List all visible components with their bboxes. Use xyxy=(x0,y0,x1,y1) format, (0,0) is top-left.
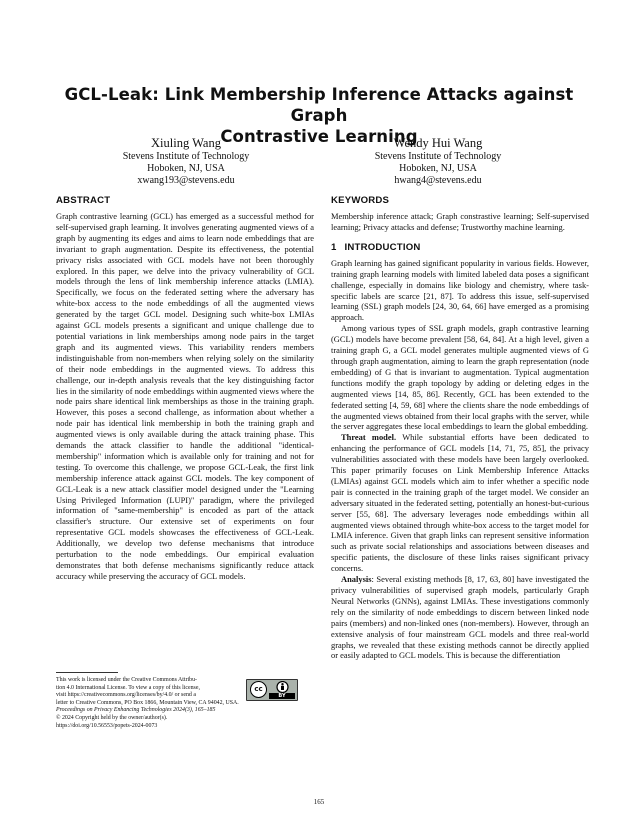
title-line-1: GCL-Leak: Link Membership Inference Attacks against Graph xyxy=(64,85,574,125)
license-footnote xyxy=(56,677,314,730)
footnote-copyright: © 2024 Copyright held by the owner/author(s). xyxy=(56,714,168,721)
author-email[interactable]: hwang4@stevens.edu xyxy=(394,175,482,186)
threat-model-text: While substantial efforts have been dedicated to enhancing the performance of GCL models [14, 71, 75, 85], the privacy vulnerabilities associated with these models have been largely overlooked. This paper primarily focuses on Link Membership Inference Attacks (LMIAs) against GCL models which aim to infer whether a specific node pair is connected in the training graph of the target model. We consider an adversary situated in the federated setting, potentially an honest-but-curious server [55, 68]. The adversary leverages node embeddings within all augmented views obtained through white-box access to the target model for LMIA inference. Given that graph links can represent sensitive information such as private social relationships and associations between diseases and specific patients, the disclosure of these links raises significant privacy concerns. xyxy=(331,432,589,574)
footnote-line: tion 4.0 International License. To view a copy of this license, xyxy=(56,684,200,691)
cc-icon: cc xyxy=(250,681,267,698)
author-block-2 xyxy=(338,136,538,187)
author-affiliation: Stevens Institute of Technology xyxy=(374,151,502,162)
author-email[interactable]: xwang193@stevens.edu xyxy=(137,175,235,186)
author-affiliation: Stevens Institute of Technology xyxy=(122,151,250,162)
right-column xyxy=(331,195,589,661)
footnote-doi[interactable]: https://doi.org/10.56553/popets-2024-0073 xyxy=(56,722,158,729)
author-location: Hoboken, NJ, USA xyxy=(147,163,225,174)
threat-model-label: Threat model. xyxy=(341,432,397,443)
intro-paragraph-2: Among various types of SSL graph models, graph contrastive learning (GCL) models have become prevalent [58, 64, 84]. At a high level, given a training graph G, a GCL model generates multiple augmented views of G through graph augmentation, aiming to learn the graph representation (node embedding) of G that is invariant to augmentation. Typical augmentation functions modify the graph topology by adding or deleting edges in the augmented views [14, 85, 86]. Recently, GCL has been extended to the federated setting [4, 59, 68] where the clients share the node embeddings of the augmented views obtained from their local graphs with the server, while the server aggregates these local embeddings to learn the global embedding. xyxy=(331,323,589,432)
left-column xyxy=(56,195,314,582)
analysis-label: Analysis xyxy=(341,574,372,585)
cc-by-license-icon[interactable] xyxy=(246,679,298,701)
footnote-rule xyxy=(56,672,118,673)
footnote-line: This work is licensed under the Creative Commons Attribu- xyxy=(56,677,198,683)
person-icon xyxy=(274,681,291,693)
author-block-1 xyxy=(86,136,286,187)
keywords-text: Membership inference attack; Graph constrastive learning; Self-supervised learning; Privacy attacks and defense; Trustworthy machine learning. xyxy=(331,211,589,232)
by-label: BY xyxy=(269,693,295,699)
keywords-heading: KEYWORDS xyxy=(331,195,390,206)
intro-paragraph-1: Graph learning has gained significant popularity in various fields. However, training graph learning models with limited labeled data poses a significant challenge, especially in domains like biology and chemistry, where task-specific labels are scarce [21, 87]. To address this issue, self-supervised learning (SSL) graph models [24, 30, 64, 66] have emerged as a promising approach. xyxy=(331,257,589,323)
footnote-proceedings: Proceedings on Privacy Enhancing Technologies 2024(3), 165–185 xyxy=(56,707,216,714)
section-number: 1 xyxy=(331,241,337,253)
analysis-text: : Several existing methods [8, 17, 63, 80] have investigated the privacy vulnerabilities of supervised graph models, particularly Graph Neural Networks (GNNs), against LMIAs. These investigations commonly rely on the similarity of node embeddings to discern between linked node pairs (members) and non-linked ones (non-members). However, through an extensive analysis of four mainstream GCL models and three real-world graphs, we revealed that these existing methods cannot be directly applied or easily adapted to GCL models. This is because the differentiation xyxy=(331,574,589,661)
footnote-line[interactable]: visit https://creativecommons.org/licenses/by/4.0/ or send a xyxy=(56,692,196,699)
section-title: INTRODUCTION xyxy=(344,241,421,253)
author-location: Hoboken, NJ, USA xyxy=(399,163,477,174)
threat-model-paragraph xyxy=(331,432,589,574)
footnote-line: letter to Creative Commons, PO Box 1866, Mountain View, CA 94042, USA. xyxy=(56,699,239,706)
abstract-heading: ABSTRACT xyxy=(56,195,111,206)
title-line-2: Contrastive Learning xyxy=(220,127,418,146)
abstract-text: Graph contrastive learning (GCL) has emerged as a successful method for self-supervised graph learning. It involves generating augmented views of a graph by augmenting its edges and aims to learn node embeddings that are invariant to graph augmentation. Despite its effectiveness, the potential privacy risks associated with GCL models have not been thoroughly explored. In this paper, we delve into the privacy vulnerability of GCL models through the lens of link membership inference attacks (LMIA). Specifically, we focus on the federated setting where the adversary has white-box access to the node embeddings of all the augmented views generated by the target GCL model. Designing such white-box LMIAs against GCL models presents a significant and unique challenge due to potential variations in link memberships among node pairs in the target graph and its augmented views. This variability renders members indistinguishable from non-members when relying solely on the similarity of their node embeddings in the augmented views. To address this challenge, our in-depth analysis reveals that the key distinguishing factor lies in the similarity of node embeddings within augmented views where the node pairs share identical link memberships as those in the training graph. However, this poses a second challenge, as information about whether a node pair has identical link membership in both the training graph and augmented views is only available during the attack training phase. This demands the attack classifier to handle the additional "identical-membership" information which is available only for training and not for testing. To overcome this challenge, we propose GCL-Leak, the first link membership inference attack against GCL models. The key component of GCL-Leak is a new attack classifier model designed under the "Learning Using Privileged Information (LUPI)" paradigm, where the privileged information of "same-membership" is encoded as part of the attack classifier's structure. Our extensive set of experiments on four representative GCL models showcases the effectiveness of GCL-Leak. Additionally, we develop two defense mechanisms that introduce perturbation to the node embeddings. Our empirical evaluation demonstrates that both defense mechanisms significantly reduce attack accuracy while preserving the accuracy of GCL models. xyxy=(56,211,314,581)
introduction-heading xyxy=(331,242,589,254)
page-number: 165 xyxy=(313,798,325,806)
analysis-paragraph xyxy=(331,574,589,661)
author-name: Wendy Hui Wang xyxy=(393,136,483,150)
author-name: Xiuling Wang xyxy=(151,136,221,150)
